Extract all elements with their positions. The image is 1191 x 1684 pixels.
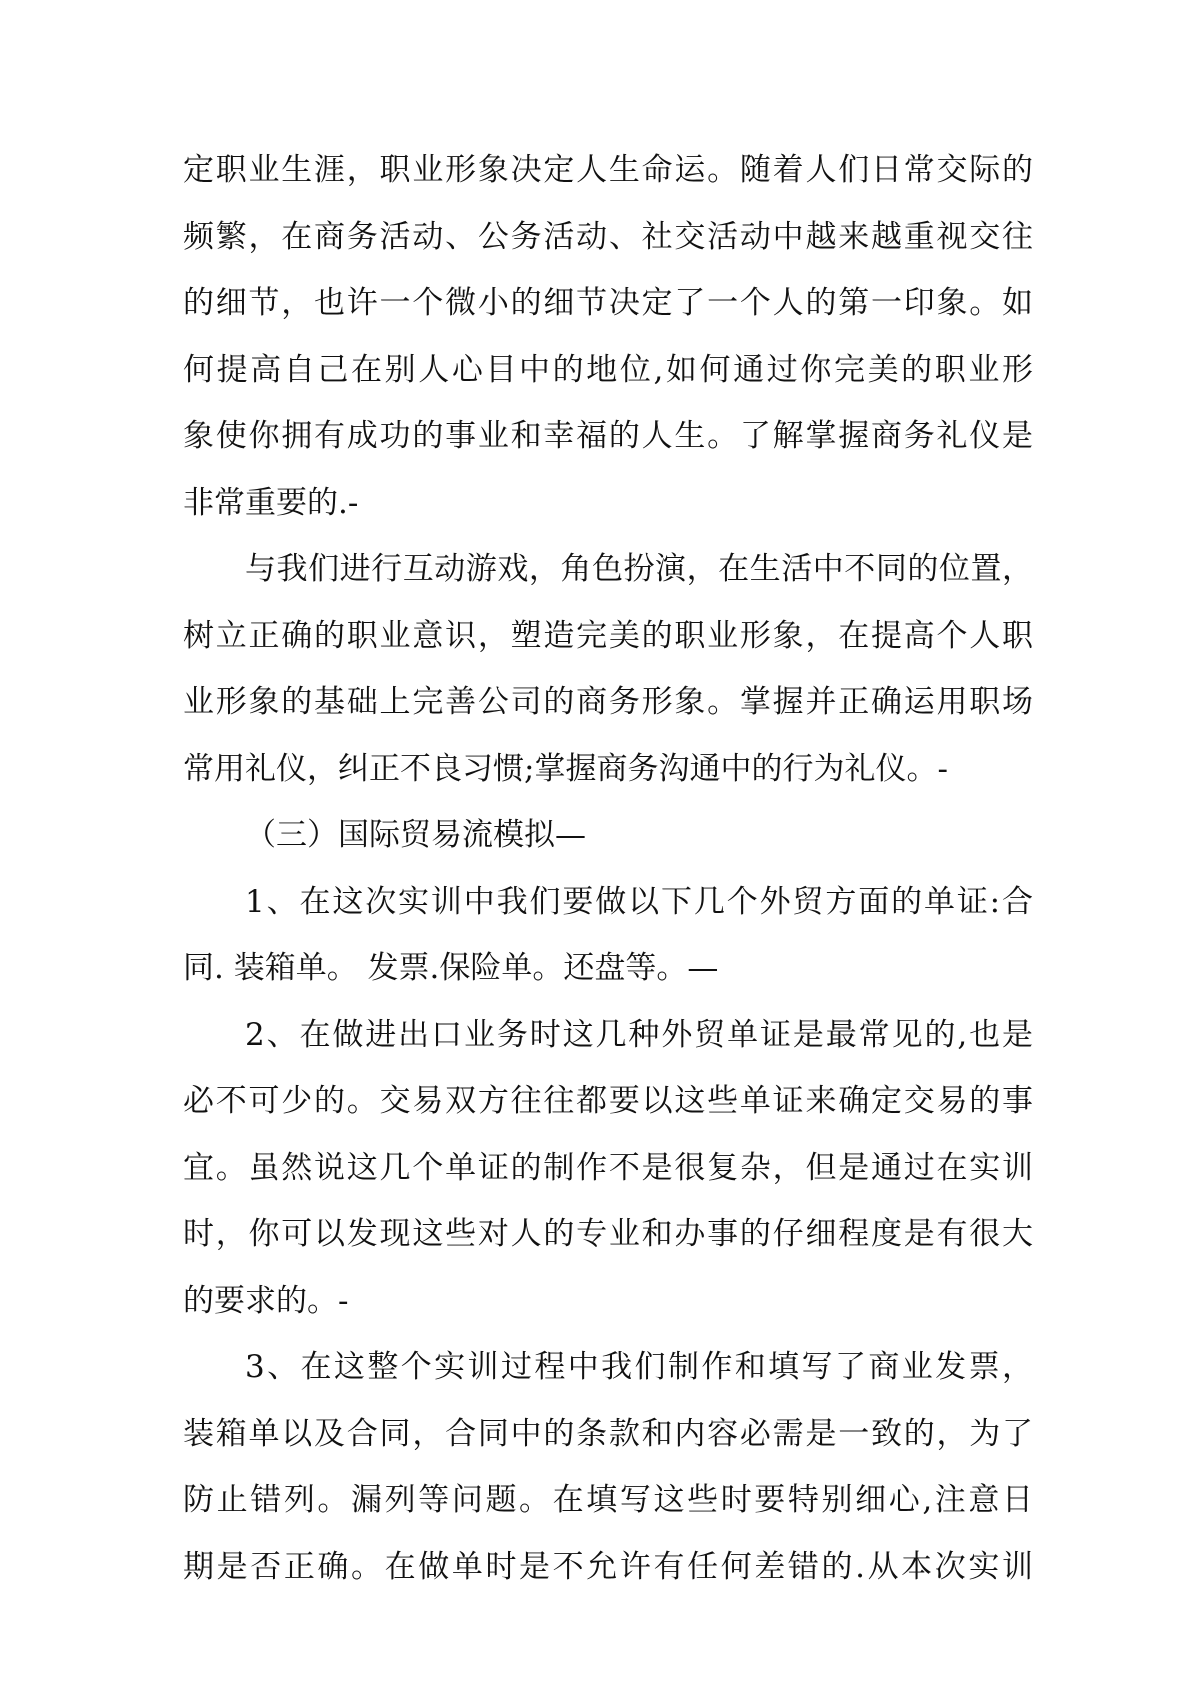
text-line: 时，你可以发现这些对人的专业和办事的仔细程度是有很大: [183, 1216, 1033, 1252]
text-line: 必不可少的。交易双方往往都要以这些单证来确定交易的事: [183, 1083, 1033, 1119]
text-line: 装箱单以及合同，合同中的条款和内容必需是一致的，为了: [183, 1415, 1033, 1452]
text-line: 宜。虽然说这几个单证的制作不是很复杂，但是通过在实训: [183, 1149, 1033, 1186]
text-line: 1、在这次实训中我们要做以下几个外贸方面的单证:合: [245, 883, 1033, 920]
text-line: 象使你拥有成功的事业和幸福的人生。了解掌握商务礼仪是: [183, 418, 1033, 454]
text-line: 期是否正确。在做单时是不允许有任何差错的.从本次实训: [183, 1548, 1033, 1585]
text-line: 同. 装箱单。 发票.保险单。还盘等。—: [183, 950, 719, 986]
text-line: 何提高自己在别人心目中的地位,如何通过你完美的职业形: [183, 351, 1033, 388]
text-line: 的细节，也许一个微小的细节决定了一个人的第一印象。如: [183, 285, 1033, 321]
text-line: （三）国际贸易流模拟—: [245, 817, 586, 853]
text-line: 的要求的。-: [183, 1282, 349, 1319]
text-line: 防止错列。漏列等问题。在填写这些时要特别细心,注意日: [183, 1482, 1033, 1518]
text-line: 2、在做进出口业务时这几种外贸单证是最常见的,也是: [245, 1016, 1033, 1053]
text-line: 与我们进行互动游戏，角色扮演，在生活中不同的位置，: [245, 551, 1033, 587]
text-line: 非常重要的.-: [183, 484, 359, 521]
text-line: 频繁，在商务活动、公务活动、社交活动中越来越重视交往: [183, 218, 1033, 255]
text-line: 3、在这整个实训过程中我们制作和填写了商业发票，: [245, 1349, 1033, 1385]
body-text: [183, 137, 1033, 1600]
text-line: 业形象的基础上完善公司的商务形象。掌握并正确运用职场: [183, 684, 1033, 720]
text-line: 定职业生涯，职业形象决定人生命运。随着人们日常交际的: [183, 152, 1033, 188]
text-line: 常用礼仪，纠正不良习惯;掌握商务沟通中的行为礼仪。-: [183, 750, 948, 787]
text-line: 树立正确的职业意识，塑造完美的职业形象，在提高个人职: [183, 617, 1033, 654]
